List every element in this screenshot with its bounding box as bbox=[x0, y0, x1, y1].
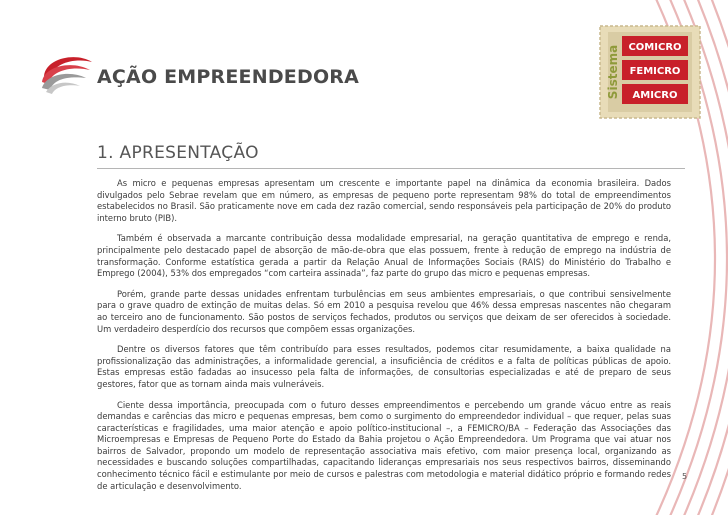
paragraph: Dentre os diversos fatores que têm contribuído para esses resultados, podemos citar resumidamente, a baixa qualidade na profissionalização das administrações, a informalidade gerencial, a insuficiência de créditos e a falta de políticas públicas de apoio. Estas empresas estão fadadas ao insucesso pela falta de informações, de consultorias especializadas e até de preparo de seus gestores, fator que as tornam ainda mais vulneráveis. bbox=[97, 344, 671, 389]
title-divider bbox=[97, 168, 685, 169]
swirl-logo-icon bbox=[36, 48, 96, 98]
paragraph: Porém, grande parte dessas unidades enfrentam turbulências em seus ambientes empresariais, o que contribui sensivelmente para o grave quadro de extinção de muitas delas. Só em 2010 a pesquisa revelou que 46% dessa empresas nascentes não chegaram ao terceiro ano de funcionamento. São postos de serviços fechados, produtos ou serviços que deixam de ser oferecidos à sociedade. Um verdadeiro desperdício dos recursos que compõem essas organizações. bbox=[97, 288, 671, 334]
paragraph: Ciente dessa importância, preocupada com o futuro desses empreendimentos e percebendo um grande vácuo entre as reais demandas e carências das micro e pequenas empresas, bem como o surgimento do empreendedor individual – que requer, pelas suas características e fragilidades, uma maior atenção e apoio político-institucional –, a FEMICRO/BA – Federação das Associações das Microempresas e Empresas de Pequeno Porte do Estado da Bahia projetou o Ação Empreendedora. Um Programa que vai atuar nos bairros de Salvador, propondo um modelo de representação associativa mais efetivo, com maior presença local, organizando as necessidades e buscando soluções compartilhadas, capacitando lideranças empresariais nos seus respectivos bairros, disseminando conhecimento técnico fácil e estimulante por meio de cursos e palestras com metodologia e material didático próprio e formando redes de articulação e desenvolvimento. bbox=[97, 399, 671, 491]
stamp-item-1: COMICRO bbox=[628, 42, 682, 53]
stamp-item-3: AMICRO bbox=[632, 90, 678, 101]
stamp-side-label: Sistema bbox=[606, 44, 620, 100]
stamp-item-2: FEMICRO bbox=[629, 66, 681, 77]
section-title: 1. APRESENTAÇÃO bbox=[97, 143, 259, 163]
paragraph: As micro e pequenas empresas apresentam um crescente e importante papel na dinâmica da economia brasileira. Dados divulgados pelo Sebrae revelam que em número, as empresas de pequeno porte representam 98% do total de empreendimentos estabelecidos no Brasil. São praticamente nove em cada dez razão comercial, sendo responsáveis pela participação de 20% do produto interno bruto (PIB). bbox=[97, 178, 671, 223]
paragraph: Também é observada a marcante contribuição dessa modalidade empresarial, na geração quantitativa de emprego e renda, principalmente pelo destacado papel de absorção de mão-de-obra que elas possuem, frente à redução de emprego na indústria de transformação. Conforme estatística gerada a partir da Relação Anual de Informações Sociais (RAIS) do Ministério do Trabalho e Emprego (2004), 53% dos empregados “com carteira assinada”, faz parte do grupo das micro e pequenas empresas. bbox=[97, 233, 671, 279]
brand-title: AÇÃO EMPREENDEDORA bbox=[97, 66, 360, 88]
sistema-stamp-icon bbox=[598, 24, 702, 120]
body-text bbox=[97, 178, 671, 501]
page-number: 5 bbox=[682, 472, 688, 481]
